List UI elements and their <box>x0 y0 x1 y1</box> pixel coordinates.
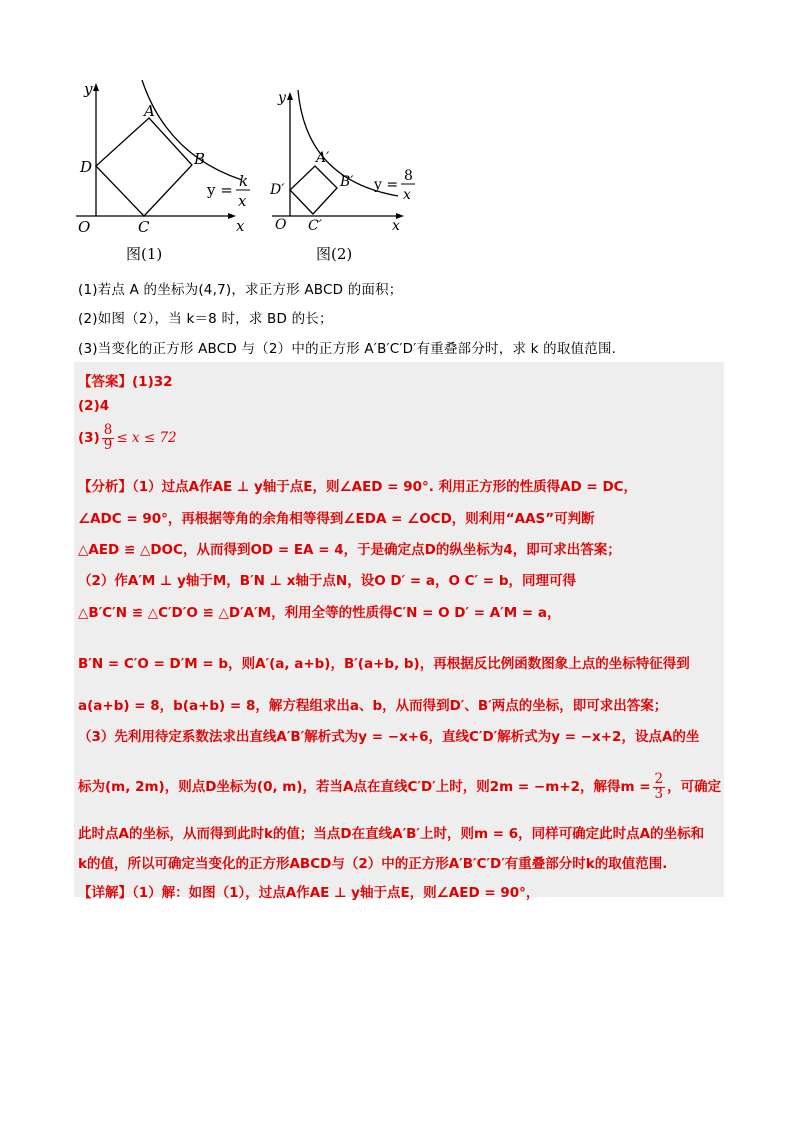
question-2: (2)如图（2），当 k＝8 时，求 BD 的长； <box>78 311 333 327</box>
fig2-fraction-den: x <box>403 187 411 203</box>
analysis-text-4: （2）作A′M ⊥ y轴于M，B′N ⊥ x轴于点N，设O D′ = a，O C′ = b，同理可得 <box>78 573 576 589</box>
answer-2: (2)4 <box>78 398 110 414</box>
fig2-y-label: y <box>278 90 286 106</box>
analysis-fraction-den: 3 <box>654 785 664 802</box>
fig1-point-a: A <box>144 102 155 120</box>
analysis-text-3: △AED ≌ △DOC，从而得到OD = EA = 4，于是确定点D的纵坐标为4，即可求出答案； <box>78 542 621 558</box>
fig1-fraction-den: x <box>238 192 247 210</box>
analysis-text-7: a(a+b) = 8，b(a+b) = 8，解方程组求出a、b，从而得到D′、B′两点的坐标，即可求出答案； <box>78 698 668 714</box>
fig1-square-abcd <box>96 118 192 216</box>
answer-line-1 <box>78 370 173 390</box>
fig1-function-label: y = <box>207 181 233 199</box>
fig2-fraction-num: 8 <box>404 168 413 184</box>
fig2-point-c-prime: C′ <box>308 218 322 234</box>
analysis-text-2: ∠ADC = 90°，再根据等角的余角相等得到∠EDA = ∠OCD，则利用“AAS”可判断 <box>78 511 595 527</box>
detail-text: （1）解：如图（1），过点A作AE ⊥ y轴于点E，则∠AED = 90°， <box>132 885 540 901</box>
fig1-y-label: y <box>84 80 93 98</box>
detail-tag: 【详解】 <box>78 885 132 901</box>
figure-2-caption: 图(2) <box>316 245 353 263</box>
question-1: (1)若点 A 的坐标为(4,7)，求正方形 ABCD 的面积； <box>78 282 403 298</box>
fig1-fraction-num: k <box>239 172 249 190</box>
figure-1-caption: 图(1) <box>126 245 163 263</box>
fig2-point-a-prime: A′ <box>316 150 330 166</box>
analysis-text-11: k的值，所以可确定当变化的正方形ABCD与（2）中的正方形A′B′C′D′有重叠部分时k的取值范围. <box>78 856 668 872</box>
fig2-point-b-prime: B′ <box>340 174 354 190</box>
analysis-line-9 <box>78 773 721 801</box>
detail-line <box>78 881 539 901</box>
fig1-x-label: x <box>236 217 245 235</box>
analysis-text-9-tail: ，可确定 <box>667 779 722 795</box>
fig2-square-abcd-prime <box>290 166 337 214</box>
fig1-point-b: B <box>194 150 206 168</box>
answer-3-prefix: (3) <box>78 430 100 446</box>
analysis-text-10: 此时点A的坐标，从而得到此时k的值；当点D在直线A′B′上时，则m = 6，同样可确定此时点A的坐标和 <box>78 826 705 842</box>
analysis-text-5: △B′C′N ≌ △C′D′O ≌ △D′A′M，利用全等的性质得C′N = O D′ = A′M = a， <box>78 605 561 621</box>
analysis-text-9: 标为(m, 2m)，则点D坐标为(0, m)，若当A点在直线C′D′上时，则2m = −m+2，解得m = <box>78 779 651 795</box>
fig2-function-label: y = <box>374 177 399 193</box>
analysis-text-1: （1）过点A作AE ⊥ y轴于点E，则∠AED = 90°. 利用正方形的性质得AD = DC， <box>132 479 638 495</box>
analysis-text-6: B′N = C′O = D′M = b，则A′(a, a+b)，B′(a+b, b)，再根据反比例函数图象上点的坐标特征得到 <box>78 656 690 672</box>
fig2-origin-label: O <box>275 217 287 233</box>
analysis-fraction-num: 2 <box>654 771 664 787</box>
fig1-origin-label: O <box>78 218 91 236</box>
fig2-x-label: x <box>392 218 400 234</box>
fig1-point-d: D <box>80 158 93 176</box>
analysis-text-8: （3）先利用待定系数法求出直线A′B′解析式为y = −x+6，直线C′D′解析式为y = −x+2，设点A的坐 <box>78 729 700 745</box>
answer-3-fraction <box>102 424 115 452</box>
answer-3-fraction-num: 8 <box>103 422 113 438</box>
analysis-line-1 <box>78 475 637 495</box>
figure-1-diagram <box>72 80 257 240</box>
fig2-point-d-prime: D′ <box>270 182 285 198</box>
analysis-tag: 【分析】 <box>78 479 132 495</box>
figure-2-diagram <box>270 90 420 240</box>
answer-3-range: ≤ x ≤ 72 <box>116 430 177 446</box>
fig1-point-c: C <box>138 218 150 236</box>
answer-3-fraction-den: 9 <box>103 436 113 453</box>
answer-tag: 【答案】 <box>78 374 132 390</box>
answer-line-3 <box>78 424 177 452</box>
answer-1: (1)32 <box>132 374 173 390</box>
analysis-fraction <box>653 773 666 801</box>
question-3: (3)当变化的正方形 ABCD 与（2）中的正方形 A′B′C′D′有重叠部分时，求 k 的取值范围. <box>78 341 617 357</box>
